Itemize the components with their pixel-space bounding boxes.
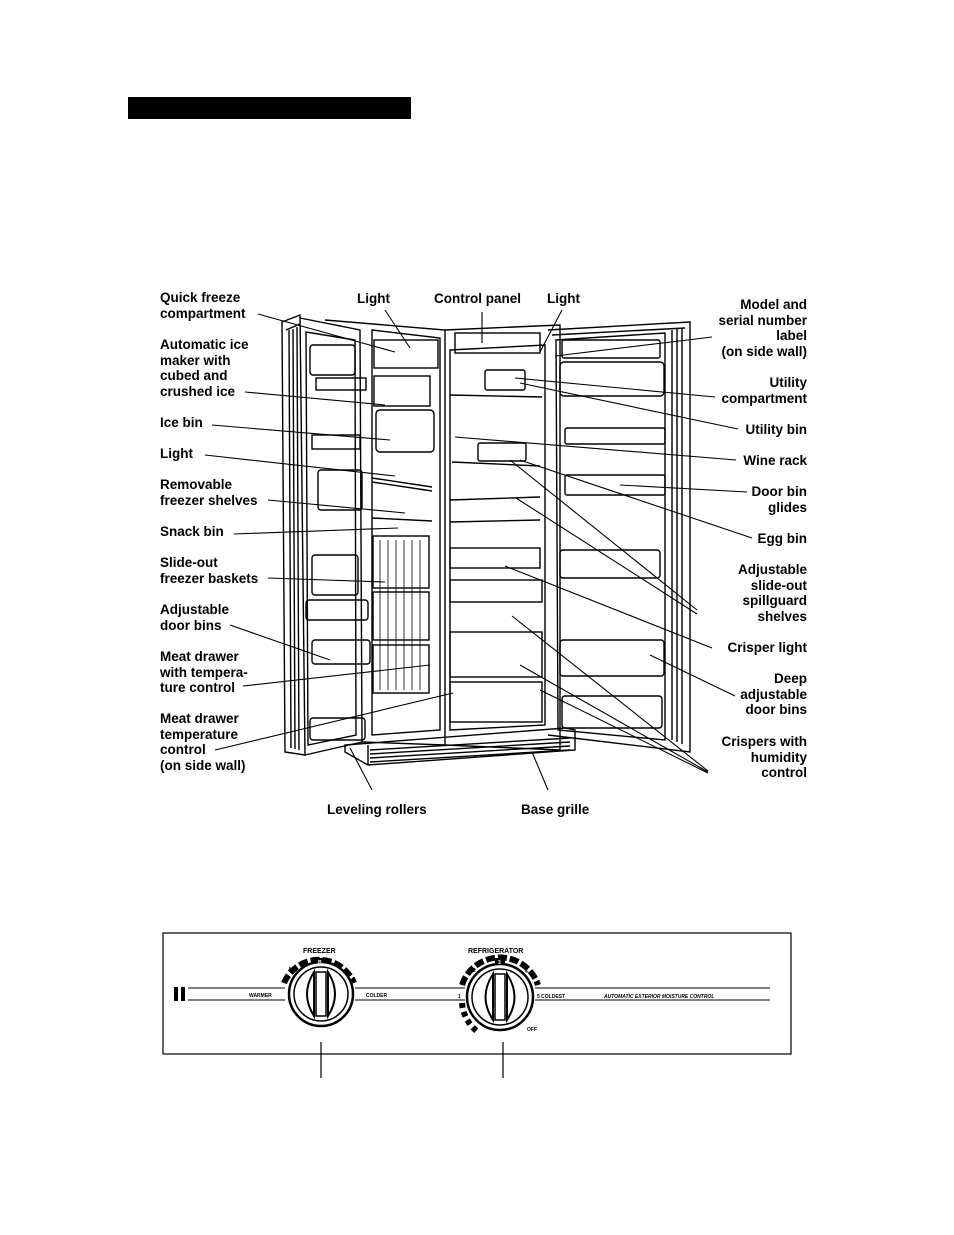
freezer-setting-b: B: [318, 960, 322, 966]
label-wine-rack: Wine rack: [743, 453, 807, 468]
label-ice-maker: Automatic ice maker with cubed and crushed ice: [160, 337, 249, 399]
label-leveling-rollers: Leveling rollers: [327, 802, 427, 817]
label-utility-compartment: Utility compartment: [721, 375, 807, 406]
label-light-left: Light: [160, 446, 193, 461]
freezer-dial[interactable]: [284, 958, 354, 1026]
label-spillguard: Adjustable slide-out spillguard shelves: [737, 562, 807, 624]
fridge-setting-1: 1: [458, 994, 461, 1000]
label-freezer-shelves: Removable freezer shelves: [160, 477, 258, 508]
fridge-setting-3: 3: [498, 960, 501, 966]
label-crispers: Crispers with humidity control: [721, 734, 807, 780]
fridge-setting-2: 2: [473, 968, 476, 974]
label-light-top-2: Light: [547, 291, 580, 306]
label-meat-temp: Meat drawer temperature control (on side wall): [160, 711, 246, 773]
moisture-control-label: AUTOMATIC EXTERIOR MOISTURE CONTROL: [604, 994, 715, 1000]
label-utility-bin: Utility bin: [745, 422, 807, 437]
label-control-panel: Control panel: [434, 291, 521, 306]
freezer-setting-a: A: [288, 967, 292, 973]
label-ice-bin: Ice bin: [160, 415, 203, 430]
refrigerator-title: REFRIGERATOR: [468, 948, 524, 955]
coldest-label: 5 COLDEST: [537, 994, 566, 1000]
label-door-bins: Adjustable door bins: [160, 602, 230, 633]
panel-mark-1: [174, 987, 178, 1001]
label-quick-freeze: Quick freeze compartment: [160, 290, 246, 321]
label-door-bin-glides: Door bin glides: [751, 484, 807, 515]
freezer-setting-c: C: [352, 977, 356, 983]
fridge-setting-4: 4: [525, 969, 528, 975]
freezer-title: FREEZER: [303, 948, 336, 955]
panel-mark-2: [181, 987, 185, 1001]
warmer-label: WARMER: [249, 993, 272, 999]
label-deep-bins: Deep adjustable door bins: [740, 671, 807, 717]
label-light-top-1: Light: [357, 291, 390, 306]
label-freezer-baskets: Slide-out freezer baskets: [160, 555, 259, 586]
label-egg-bin: Egg bin: [757, 531, 807, 546]
label-meat-drawer: Meat drawer with tempera- ture control: [160, 649, 248, 695]
off-label: OFF: [527, 1027, 537, 1033]
label-crisper-light: Crisper light: [727, 640, 807, 655]
colder-label: COLDER: [366, 993, 388, 999]
label-model-serial: Model and serial number label (on side wall): [718, 297, 807, 359]
label-base-grille: Base grille: [521, 802, 590, 817]
label-snack-bin: Snack bin: [160, 524, 224, 539]
